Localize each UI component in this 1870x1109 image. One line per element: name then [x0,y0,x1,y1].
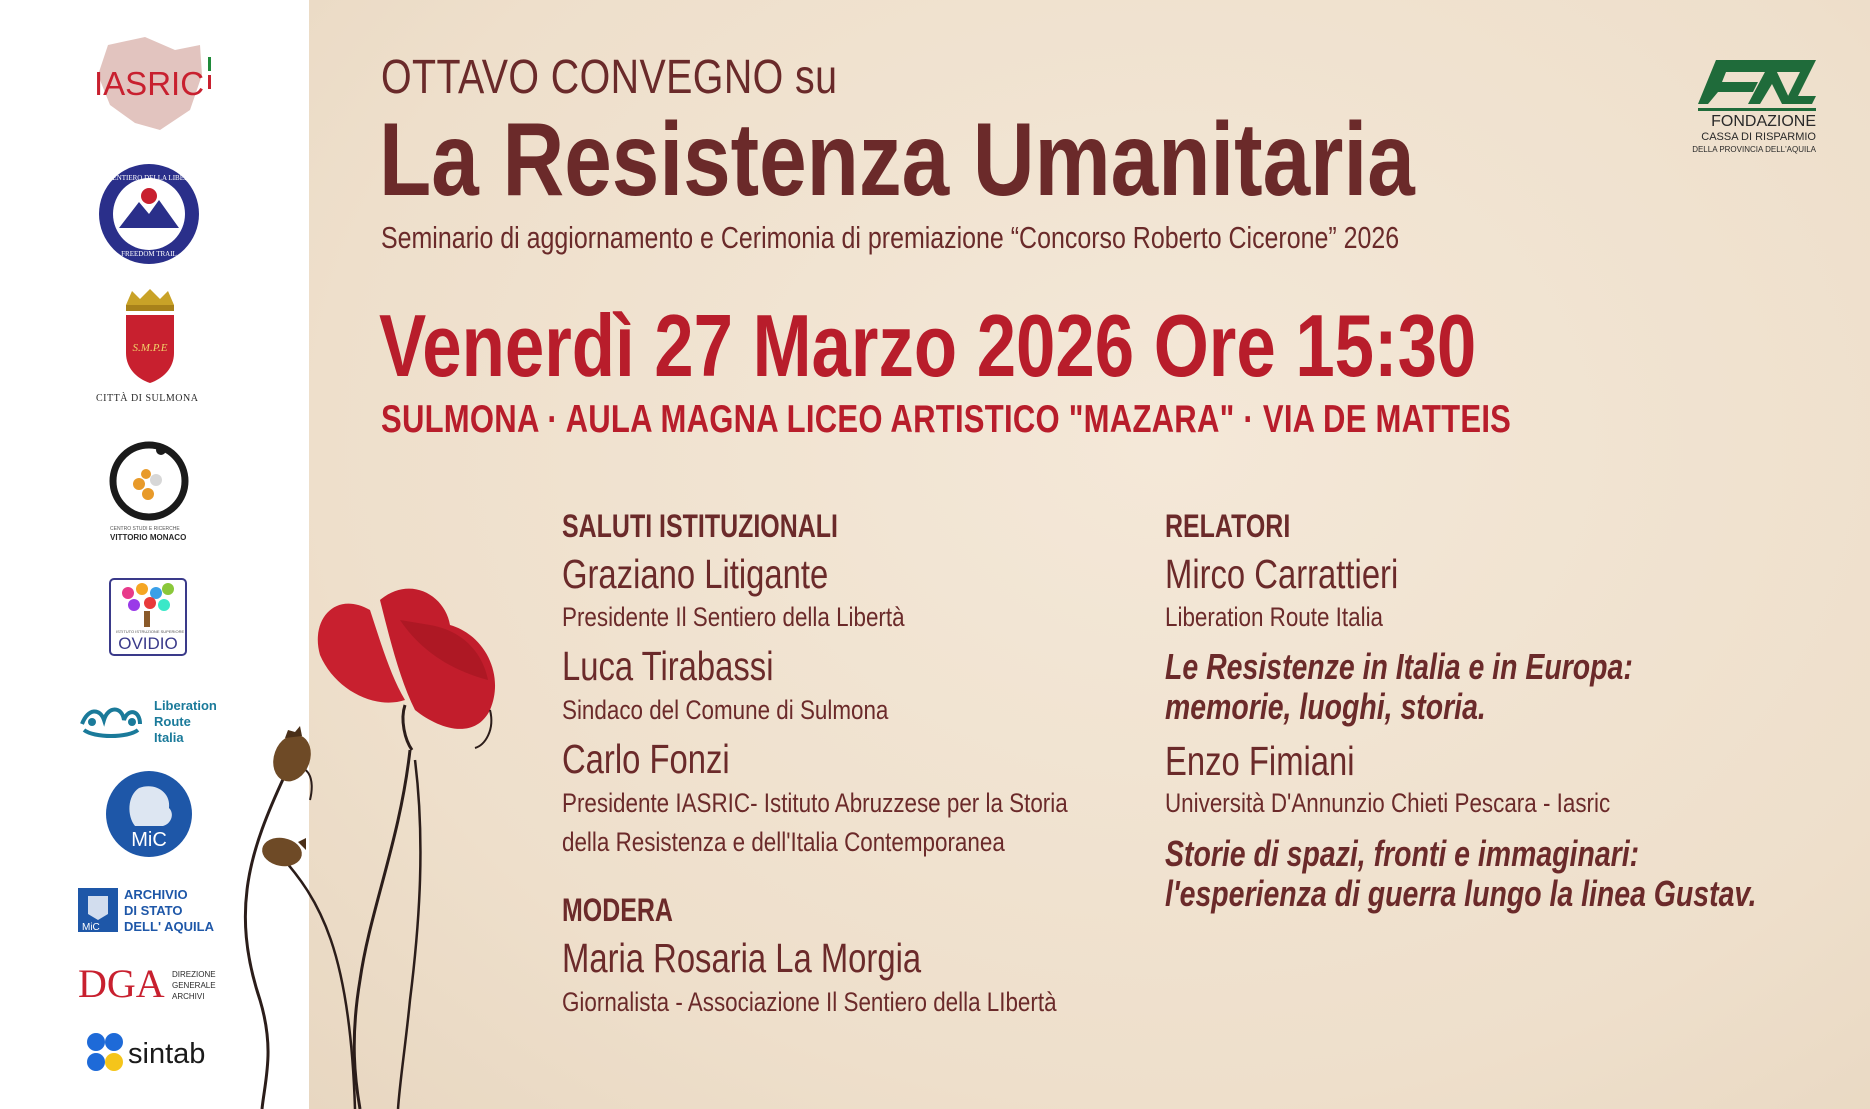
sentiero-top-text: IL SENTIERO DELLA LIBERTÀ [100,174,198,182]
saluti-person-role: Sindaco del Comune di Sulmona [562,695,889,725]
dga-line: ARCHIVI [172,992,205,1001]
talk-title: Storie di spazi, fronti e immaginari: [1165,833,1640,874]
monaco-small-label: CENTRO STUDI E RICERCHE [110,526,180,532]
saluti-person-role: Presidente IASRIC- Istituto Abruzzese per la Storia [562,788,1068,818]
talk-title: l'esperienza di guerra lungo la linea Gustav. [1165,873,1757,914]
event-title: La Resistenza Umanitaria [379,102,1415,218]
speaker-name: Enzo Fimiani [1165,738,1355,784]
sulmona-crest [120,287,180,385]
speaker-name: Mirco Carrattieri [1165,551,1399,597]
ovidio-text: OVIDIO [118,634,178,653]
sulmona-label: CITTÀ DI SULMONA [96,393,199,404]
liberation-line: Liberation [154,698,217,713]
dga-line: GENERALE [172,981,216,990]
speaker-role: Università D'Annunzio Chieti Pescara - Iasric [1165,788,1611,818]
event-venue: SULMONA · AULA MAGNA LICEO ARTISTICO "MAZARA" · VIA DE MATTEIS [381,398,1512,441]
saluti-person-name: Luca Tirabassi [562,643,774,689]
event-datetime: Venerdì 27 Marzo 2026 Ore 15:30 [379,296,1477,395]
saluti-heading: SALUTI ISTITUZIONALI [562,508,838,544]
iasric-logo [90,35,220,135]
event-kicker: OTTAVO CONVEGNO su [381,51,838,104]
mic-text: MiC [131,829,167,851]
talk-title: Le Resistenze in Italia e in Europa: [1165,646,1633,687]
archivio-line: DELL' AQUILA [124,919,214,934]
sentiero-bottom-text: FREEDOM TRAIL [121,250,177,258]
ovidio-small-text: ISTITUTO ISTRUZIONE SUPERIORE [116,629,185,634]
ovidio-logo [108,577,188,657]
fondazione-logo [1688,52,1818,156]
liberation-line: Route [154,714,191,729]
moderator-role: Giornalista - Associazione Il Sentiero della LIbertà [562,987,1057,1017]
event-subtitle: Seminario di aggiornamento e Cerimonia di premiazione “Concorso Roberto Cicerone” 2026 [381,220,1400,255]
sulmona-crest-text: S.M.P.E [132,342,168,354]
saluti-person-role: della Resistenza e dell'Italia Contemporanea [562,827,1005,857]
liberation-line: Italia [154,730,184,745]
vittorio-monaco-logo [106,436,192,522]
poppy-illustration [240,580,540,1109]
moderator-name: Maria Rosaria La Morgia [562,935,922,981]
dga-logo: DGA [78,961,165,1006]
modera-heading: MODERA [562,892,673,928]
fondazione-line: FONDAZIONE [1711,113,1816,130]
speaker-role: Liberation Route Italia [1165,602,1384,632]
fondazione-line: CASSA DI RISPARMIO [1701,131,1816,143]
saluti-person-role: Presidente Il Sentiero della Libertà [562,602,905,632]
archivio-stato-logo [78,884,228,934]
dga-line: DIREZIONE [172,970,216,979]
sentiero-liberta-logo [97,162,201,266]
relatori-heading: RELATORI [1165,508,1291,544]
saluti-person-name: Graziano Litigante [562,551,829,597]
archivio-line: ARCHIVIO [124,887,188,902]
saluti-person-name: Carlo Fonzi [562,736,730,782]
mic-logo [105,770,193,858]
fondazione-line: DELLA PROVINCIA DELL'AQUILA [1692,145,1816,154]
sintab-text: sintab [128,1038,206,1070]
archivio-line: DI STATO [124,903,183,918]
monaco-label: VITTORIO MONACO [110,533,187,542]
iasric-text: IASRIC [94,65,205,102]
archivio-mic-text: MiC [82,922,100,933]
liberation-route-logo [78,694,228,746]
talk-title: memorie, luoghi, storia. [1165,686,1486,727]
sintab-icon [84,1032,130,1074]
